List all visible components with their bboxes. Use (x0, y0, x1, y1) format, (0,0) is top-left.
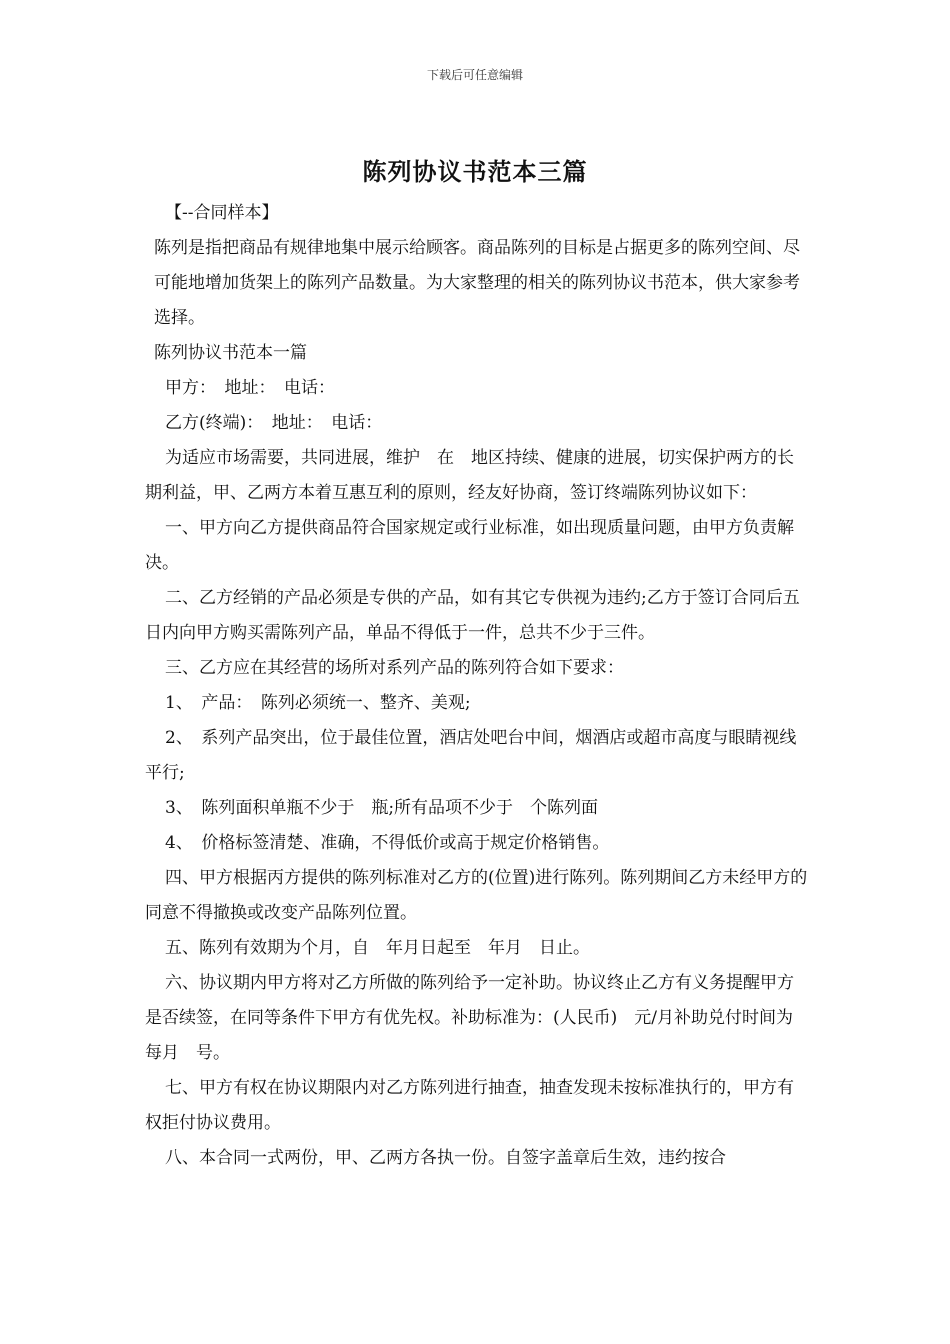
paragraph: 1、 产品： 陈列必须统一、整齐、美观; (165, 693, 471, 713)
paragraph: 六、协议期内甲方将对乙方所做的陈列给予一定补助。协议终止乙方有义务提醒甲方是否续签，在同等条件下甲方有优先权。补助标准为：(人民币) 元/月补助兑付时间为每月 号。 (145, 973, 794, 1063)
paragraph: 五、陈列有效期为个月，自 年月日起至 年月 日止。 (165, 938, 590, 958)
paragraph: 陈列是指把商品有规律地集中展示给顾客。商品陈列的目标是占据更多的陈列空间、尽可能地增加货架上的陈列产品数量。为大家整理的相关的陈列协议书范本，供大家参考选择。 (154, 238, 800, 328)
paragraph: 陈列协议书范本一篇 (154, 343, 307, 363)
paragraph: 八、本合同一式两份，甲、乙两方各执一份。自签字盖章后生效，违约按合 (165, 1148, 726, 1168)
paragraph: 3、 陈列面积单瓶不少于 瓶;所有品项不少于 个陈列面 (165, 798, 599, 818)
page-header: 下载后可任意编辑 (426, 68, 523, 82)
paragraph: 一、甲方向乙方提供商品符合国家规定或行业标准，如出现质量问题，由甲方负责解决。 (145, 518, 794, 573)
paragraph: 四、甲方根据丙方提供的陈列标准对乙方的(位置)进行陈列。陈列期间乙方未经甲方的同意不得撤换或改变产品陈列位置。 (145, 868, 808, 923)
paragraph: 七、甲方有权在协议期限内对乙方陈列进行抽查，抽查发现未按标准执行的，甲方有权拒付协议费用。 (145, 1078, 794, 1133)
document-title: 陈列协议书范本三篇 (362, 157, 588, 186)
paragraph: 三、乙方应在其经营的场所对系列产品的陈列符合如下要求： (165, 658, 624, 678)
document-body (145, 196, 809, 1176)
paragraph: 2、 系列产品突出，位于最佳位置，酒店处吧台中间，烟酒店或超市高度与眼睛视线平行; (145, 728, 797, 783)
paragraph: 二、乙方经销的产品必须是专供的产品，如有其它专供视为违约;乙方于签订合同后五日内向甲方购买需陈列产品，单品不得低于一件，总共不少于三件。 (145, 588, 800, 643)
paragraph: 4、 价格标签清楚、准确，不得低价或高于规定价格销售。 (165, 833, 610, 853)
paragraph: 【--合同样本】 (165, 203, 279, 223)
paragraph: 乙方(终端)： 地址： 电话： (165, 413, 383, 433)
paragraph: 为适应市场需要，共同进展，维护 在 地区持续、健康的进展，切实保护两方的长期利益，甲、乙两方本着互惠互利的原则，经友好协商，签订终端陈列协议如下： (145, 448, 794, 503)
paragraph: 甲方： 地址： 电话： (165, 378, 335, 398)
